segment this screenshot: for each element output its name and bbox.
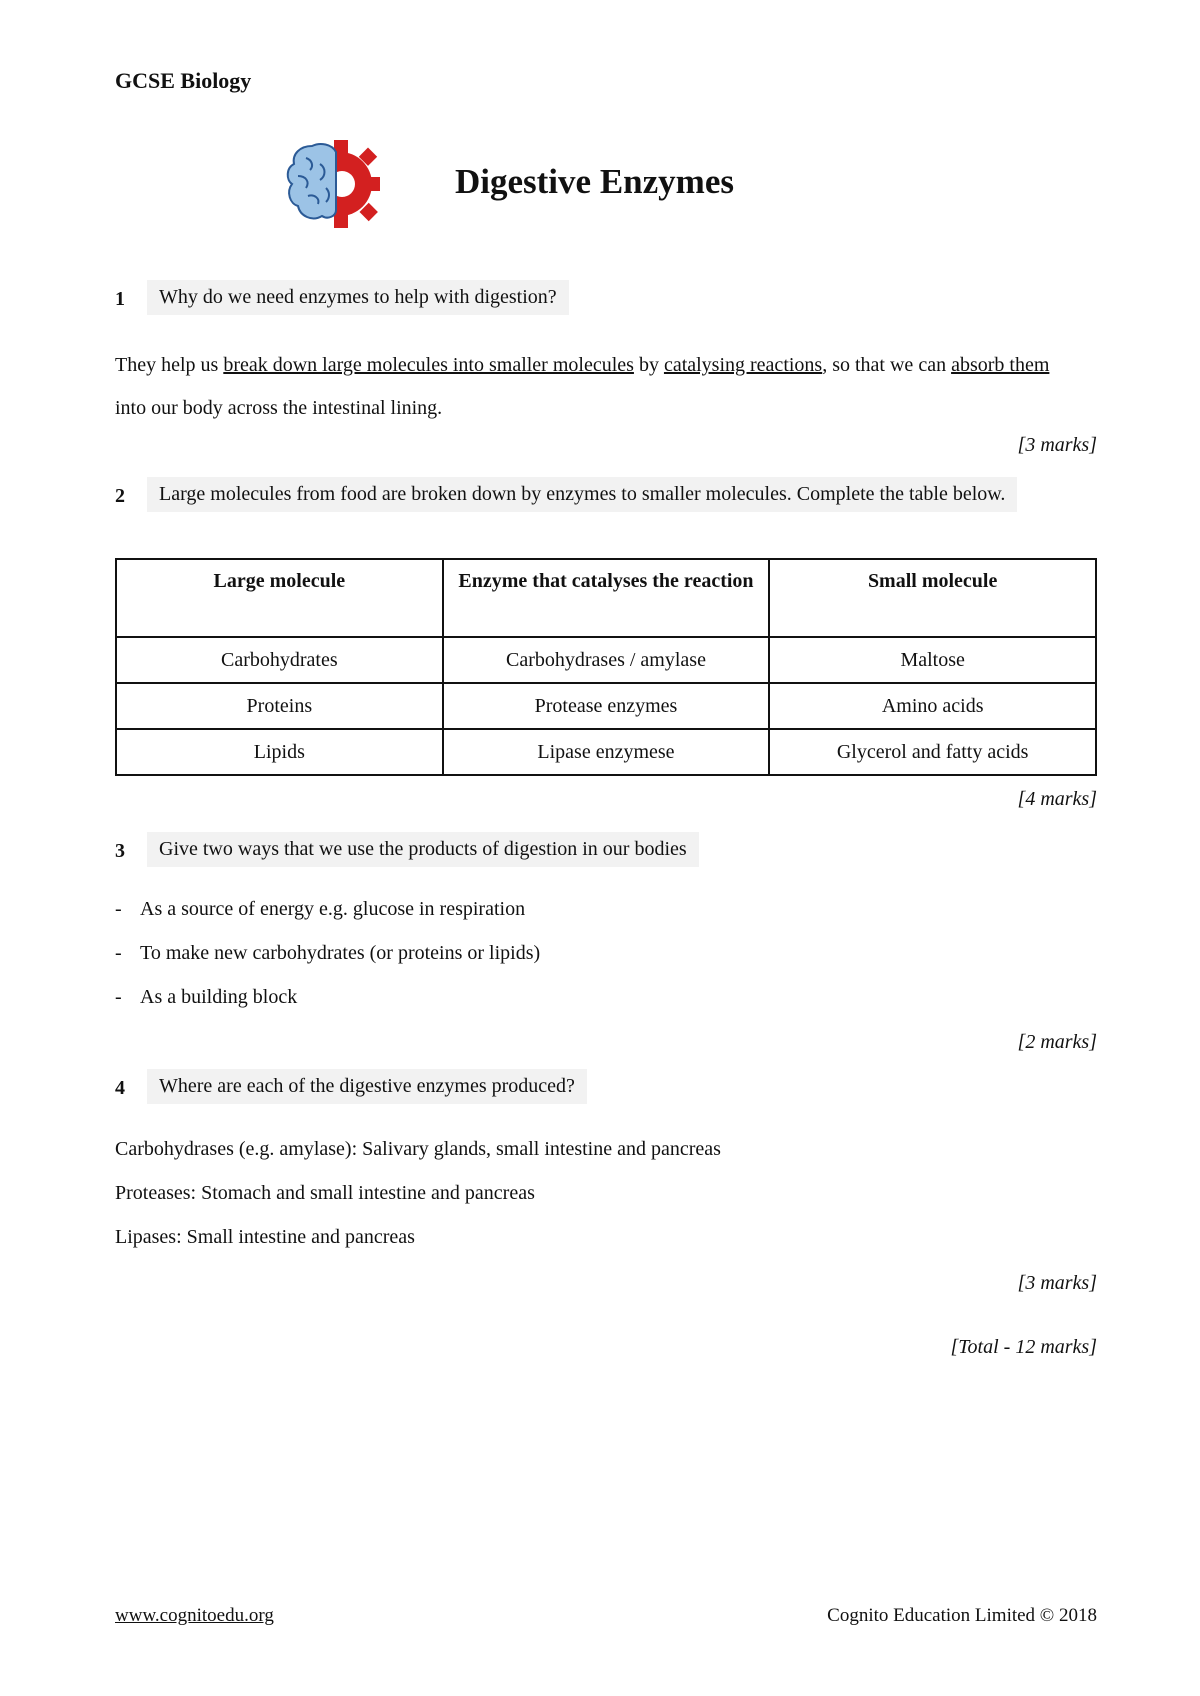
enzyme-table [115,558,1097,776]
footer-url-link[interactable]: www.cognitoedu.org [115,1605,274,1626]
list-item: - To make new carbohydrates (or proteins or lipids) [115,942,541,964]
question-number: 2 [115,485,125,507]
column-header: Enzyme that catalyses the reaction [443,559,770,637]
table-cell: Maltose [769,637,1096,683]
marks-label: [3 marks] [1017,1272,1097,1294]
answer-text: They help us break down large molecules into smaller molecules by catalysing reactions, so that we can absorb them into our body across the intestinal lining. [115,354,1050,419]
list-item: - As a building block [115,986,298,1008]
marks-label: [2 marks] [1017,1031,1097,1053]
table-cell: Carbohydrates [116,637,443,683]
question-number: 1 [115,288,125,310]
table-row [116,729,1096,775]
page-header: GCSE Biology [115,68,252,93]
list-item: Lipases: Small intestine and pancreas [115,1226,415,1248]
table-cell: Lipase enzymese [443,729,770,775]
table-cell: Amino acids [769,683,1096,729]
brain-gear-icon [282,134,382,234]
table-cell: Protease enzymes [443,683,770,729]
page-title: Digestive Enzymes [455,162,734,201]
answer-bullet-list [115,898,540,1030]
table-cell: Proteins [116,683,443,729]
marks-label: [4 marks] [1017,788,1097,810]
answer-list [115,1138,721,1270]
question-text: Large molecules from food are broken down by enzymes to smaller molecules. Complete the table below. [147,477,1017,512]
table-row [116,683,1096,729]
question-number: 3 [115,840,125,862]
column-header: Small molecule [769,559,1096,637]
question-text: Why do we need enzymes to help with digestion? [147,280,569,315]
column-header: Large molecule [116,559,443,637]
table-header-row [116,559,1096,637]
table-row [116,637,1096,683]
question-number: 4 [115,1077,125,1099]
footer-copyright: Cognito Education Limited © 2018 [827,1605,1097,1626]
total-marks-label: [Total - 12 marks] [950,1336,1097,1358]
list-item: - As a source of energy e.g. glucose in respiration [115,898,526,920]
answer-key-phrase: break down large molecules into smaller molecules [223,354,634,376]
list-item: Carbohydrases (e.g. amylase): Salivary glands, small intestine and pancreas [115,1138,721,1160]
table-cell: Glycerol and fatty acids [769,729,1096,775]
table-cell: Lipids [116,729,443,775]
table-cell: Carbohydrases / amylase [443,637,770,683]
answer-key-phrase: absorb them [951,354,1050,376]
marks-label: [3 marks] [1017,434,1097,456]
list-item: Proteases: Stomach and small intestine and pancreas [115,1182,535,1204]
question-text: Give two ways that we use the products of digestion in our bodies [147,832,699,867]
question-text: Where are each of the digestive enzymes produced? [147,1069,587,1104]
answer-key-phrase: catalysing reactions [663,354,823,376]
